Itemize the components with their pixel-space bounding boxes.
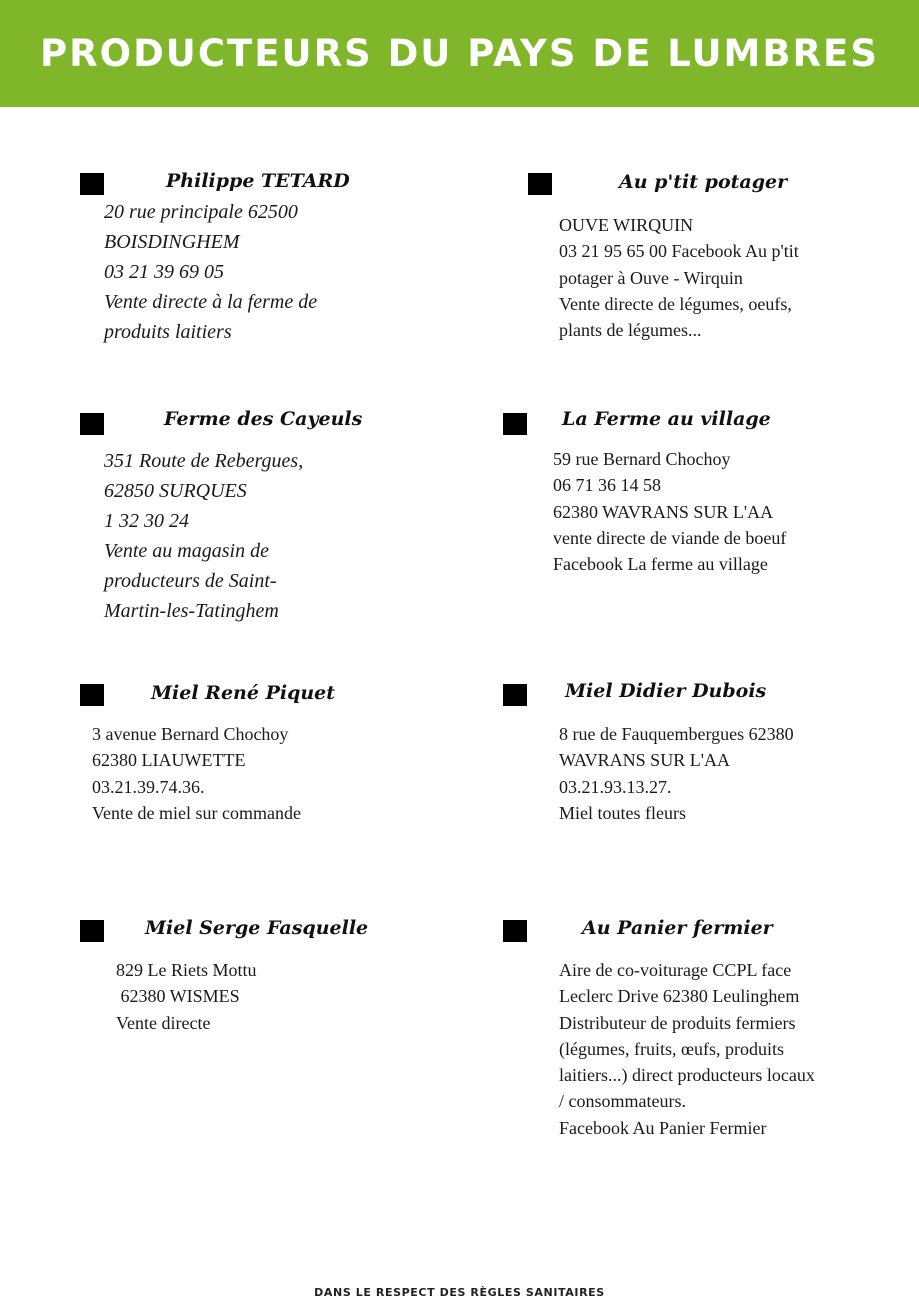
address-line: 351 Route de Rebergues, <box>104 450 304 472</box>
description-line: Vente directe de légumes, oeufs, <box>559 293 792 314</box>
phone-line: 03.21.93.13.27. <box>559 776 672 797</box>
address-line: WAVRANS SUR L'AA <box>559 750 730 771</box>
producer-name: Miel Serge Fasquelle <box>145 917 369 939</box>
address-line: 62850 SURQUES <box>104 480 247 502</box>
phone-line: 03 21 39 69 05 <box>104 261 224 283</box>
description-line: Distributeur de produits fermiers <box>559 1012 796 1033</box>
address-line: OUVE WIRQUIN <box>559 215 694 235</box>
producer-name: Philippe TETARD <box>166 170 350 192</box>
phone-line: 03 21 95 65 00 Facebook Au p'tit <box>559 241 799 262</box>
producer-details <box>559 212 799 343</box>
square-bullet-icon <box>80 173 104 195</box>
producer-name: La Ferme au village <box>562 408 771 430</box>
producer-details <box>92 721 301 826</box>
producer-name: Au p'tit potager <box>619 171 788 193</box>
social-line: potager à Ouve - Wirquin <box>559 267 743 288</box>
address-line: 20 rue principale 62500 <box>104 201 298 223</box>
square-bullet-icon <box>503 920 527 942</box>
address-line: 59 rue Bernard Chochoy <box>553 449 731 469</box>
description-line: Vente directe à la ferme de <box>104 291 318 313</box>
address-line: 829 Le Riets Mottu <box>116 960 257 980</box>
social-line: Facebook La ferme au village <box>553 554 768 575</box>
address-line: 62380 WAVRANS SUR L'AA <box>553 501 774 522</box>
producer-details <box>553 446 786 577</box>
header-banner <box>0 0 919 107</box>
square-bullet-icon <box>80 684 104 706</box>
page-title: PRODUCTEURS DU PAYS DE LUMBRES <box>40 32 879 75</box>
description-line: Vente directe <box>116 1012 211 1033</box>
producer-name: Miel René Piquet <box>151 682 336 704</box>
producer-details <box>116 957 257 1036</box>
square-bullet-icon <box>503 413 527 435</box>
description-line: laitiers...) direct producteurs locaux <box>559 1065 815 1086</box>
address-line: 62380 LIAUWETTE <box>92 750 246 771</box>
footer-note: DANS LE RESPECT DES RÈGLES SANITAIRES <box>314 1286 605 1299</box>
description-line: plants de légumes... <box>559 320 702 341</box>
description-line: produits laitiers <box>104 321 232 343</box>
description-line: Martin-les-Tatinghem <box>104 600 279 622</box>
description-line: vente directe de viande de boeuf <box>553 527 787 548</box>
phone-line: 1 32 30 24 <box>104 510 189 532</box>
producer-name: Ferme des Cayeuls <box>164 408 363 430</box>
producer-details <box>104 197 317 347</box>
description-line: Vente au magasin de <box>104 540 269 562</box>
address-line: 62380 WISMES <box>116 986 240 1007</box>
description-line: Vente de miel sur commande <box>92 802 301 823</box>
address-line: 8 rue de Fauquembergues 62380 <box>559 724 794 744</box>
address-line: Aire de co-voiturage CCPL face <box>559 960 792 980</box>
producer-details <box>559 957 815 1141</box>
address-line: Leclerc Drive 62380 Leulinghem <box>559 986 800 1007</box>
description-line: producteurs de Saint- <box>104 570 277 592</box>
square-bullet-icon <box>80 413 104 435</box>
producer-details <box>104 446 303 626</box>
square-bullet-icon <box>80 920 104 942</box>
square-bullet-icon <box>528 173 552 195</box>
description-line: / consommateurs. <box>559 1091 686 1112</box>
phone-line: 06 71 36 14 58 <box>553 475 661 496</box>
producer-name: Au Panier fermier <box>582 917 773 939</box>
square-bullet-icon <box>503 684 527 706</box>
description-line: (légumes, fruits, œufs, produits <box>559 1038 784 1059</box>
phone-line: 03.21.39.74.36. <box>92 776 205 797</box>
address-line: 3 avenue Bernard Chochoy <box>92 724 289 744</box>
address-line: BOISDINGHEM <box>104 231 240 253</box>
producer-details <box>559 721 794 826</box>
producer-name: Miel Didier Dubois <box>565 680 767 702</box>
social-line: Facebook Au Panier Fermier <box>559 1117 767 1138</box>
description-line: Miel toutes fleurs <box>559 802 686 823</box>
